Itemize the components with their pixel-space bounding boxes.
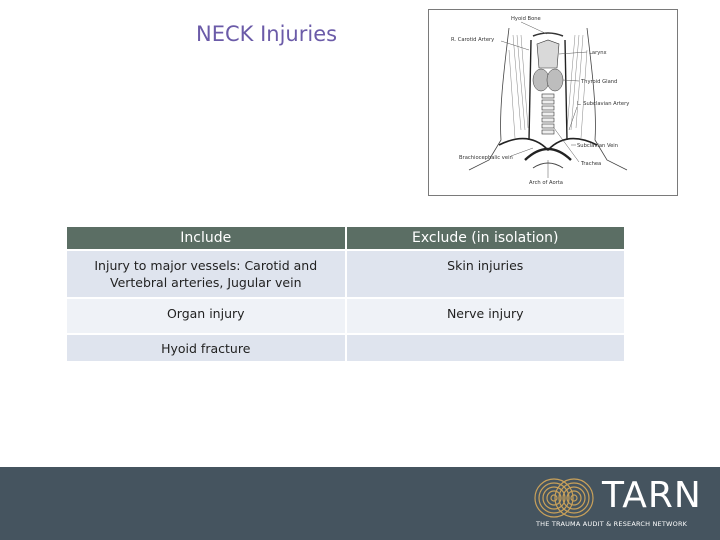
label-larynx: Larynx [589, 50, 607, 56]
tarn-logo-icon [532, 476, 596, 520]
table-cell [347, 335, 625, 361]
label-subclavian-artery: L. Subclavian Artery [577, 101, 630, 107]
table-cell: Nerve injury [347, 299, 625, 333]
table-cell: Skin injuries [347, 251, 625, 297]
slide-title: NECK Injuries [196, 22, 338, 46]
neck-anatomy-illustration [429, 10, 677, 195]
header-include: Include [67, 227, 345, 249]
table-cell: Organ injury [67, 299, 345, 333]
table-cell: Hyoid fracture [67, 335, 345, 361]
label-carotid: R. Carotid Artery [451, 37, 495, 43]
logo-text: TARN [602, 475, 702, 516]
table-row [67, 335, 624, 361]
logo-subtitle: THE TRAUMA AUDIT & RESEARCH NETWORK [536, 520, 688, 528]
label-trachea: Trachea [581, 161, 602, 167]
label-arch-of-aorta: Arch of Aorta [529, 180, 563, 186]
table-row [67, 251, 624, 297]
label-thyroid: Thyroid Gland [581, 79, 618, 85]
label-hyoid: Hyoid Bone [511, 16, 541, 22]
label-brachiocephalic: Brachiocephalic vein [459, 155, 513, 161]
neck-anatomy-diagram [428, 9, 678, 196]
tarn-logo [532, 472, 702, 532]
table-cell: Injury to major vessels: Carotid and Vertebral arteries, Jugular vein [67, 251, 345, 297]
label-subclavian-vein: Subclavian Vein [577, 143, 619, 149]
criteria-table [65, 225, 626, 363]
table-row [67, 299, 624, 333]
header-exclude: Exclude (in isolation) [347, 227, 625, 249]
